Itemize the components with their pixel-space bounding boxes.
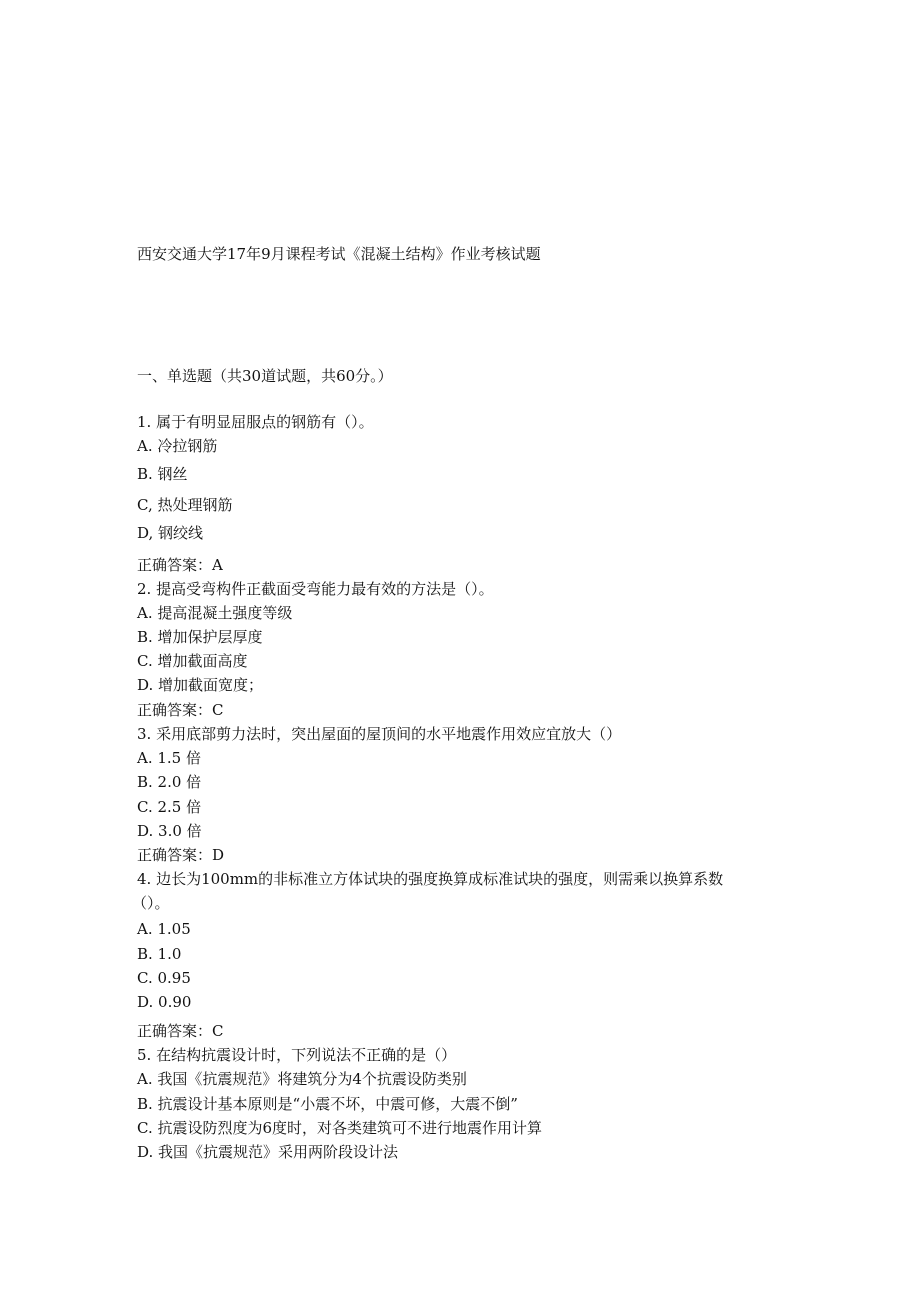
- option-a: A. 我国《抗震规范》将建筑分为4个抗震设防类别: [137, 1070, 467, 1088]
- option-c: C. 2.5 倍: [137, 798, 202, 816]
- option-d: D. 0.90: [137, 993, 192, 1011]
- question-stem: 5. 在结构抗震设计时，下列说法不正确的是（）: [137, 1046, 457, 1064]
- option-a: A. 1.5 倍: [137, 749, 201, 767]
- document-title: 西安交通大学17年9月课程考试《混凝土结构》作业考核试题: [137, 245, 541, 263]
- correct-answer: 正确答案：C: [137, 701, 224, 719]
- option-c: C. 增加截面高度: [137, 652, 248, 670]
- option-b: B. 增加保护层厚度: [137, 628, 263, 646]
- option-a: A. 冷拉钢筋: [137, 437, 218, 455]
- correct-answer: 正确答案：C: [137, 1022, 224, 1040]
- question-stem: 1. 属于有明显屈服点的钢筋有（）。: [137, 413, 374, 431]
- option-a: A. 1.05: [137, 920, 191, 938]
- option-d: D. 3.0 倍: [137, 822, 202, 840]
- correct-answer: 正确答案：D: [137, 846, 225, 864]
- section-heading: 一、单选题（共30道试题，共60分。）: [137, 367, 393, 385]
- option-c: C, 热处理钢筋: [137, 496, 233, 514]
- question-stem: 3. 采用底部剪力法时，突出屋面的屋顶间的水平地震作用效应宜放大（）: [137, 725, 622, 743]
- option-b: B. 抗震设计基本原则是“小震不坏，中震可修，大震不倒”: [137, 1095, 518, 1113]
- question-stem-continuation: （）。: [132, 894, 170, 912]
- option-c: C. 0.95: [137, 969, 191, 987]
- option-c: C. 抗震设防烈度为6度时，对各类建筑可不进行地震作用计算: [137, 1119, 543, 1137]
- option-a: A. 提高混凝土强度等级: [137, 604, 293, 622]
- option-b: B. 2.0 倍: [137, 773, 202, 791]
- option-d: D, 钢绞线: [137, 524, 204, 542]
- option-b: B. 1.0: [137, 945, 182, 963]
- correct-answer: 正确答案：A: [137, 556, 223, 574]
- question-stem: 2. 提高受弯构件正截面受弯能力最有效的方法是（）。: [137, 580, 494, 598]
- option-b: B. 钢丝: [137, 465, 188, 483]
- question-stem: 4. 边长为100mm的非标准立方体试块的强度换算成标准试块的强度，则需乘以换算系数: [137, 870, 724, 888]
- option-d: D. 我国《抗震规范》采用两阶段设计法: [137, 1143, 399, 1161]
- option-d: D. 增加截面宽度；: [137, 676, 264, 694]
